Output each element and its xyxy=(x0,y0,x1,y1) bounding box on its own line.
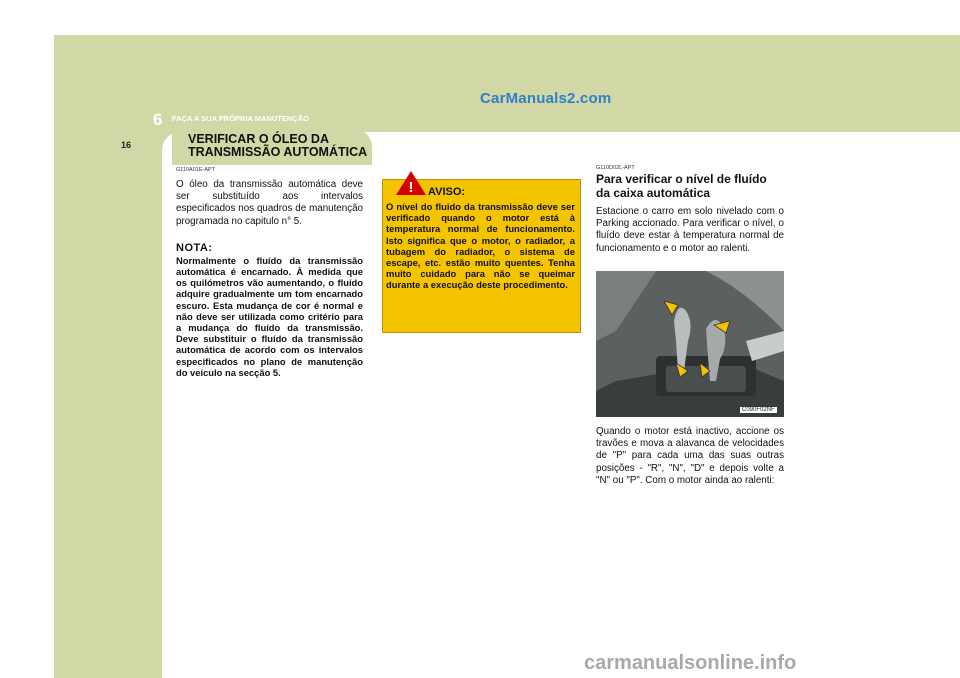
footer-watermark[interactable]: carmanualsonline.info xyxy=(584,652,797,674)
right-text-after-image: Quando o motor está inactivo, accione os travões e mova a alavanca de velocidades de "P" para cada uma das suas outras posições - "R", "N", "D" e depois volte a "N" ou "P". Com o motor ainda ao ralenti: xyxy=(596,426,784,486)
warning-symbol: ! xyxy=(408,179,414,196)
intro-paragraph: O óleo da transmissão automática deve ser substituído aos intervalos especificados nos quadros de manutenção programada no capitulo n° 5. xyxy=(176,179,363,227)
warning-title: AVISO: xyxy=(428,186,466,198)
warning-triangle-icon xyxy=(395,170,427,196)
page-number: 16 xyxy=(121,140,132,150)
section-title: VERIFICAR O ÓLEO DA TRANSMISSÃO AUTOMÁTICA xyxy=(188,132,368,159)
chapter-title: FAÇA A SUA PRÓPRIA MANUTENÇÃO xyxy=(172,114,309,123)
gear-shift-photo xyxy=(596,271,784,417)
right-section-title: Para verificar o nível de fluído da caixa automática xyxy=(596,172,767,200)
right-intro-paragraph: Estacione o carro em solo nivelado com o Parking accionado. Para verificar o nível, o fluído deve estar à temperatura normal de funcionamento e o motor ao ralenti. xyxy=(596,206,784,254)
gear-shift-illustration xyxy=(596,271,784,417)
note-text: Normalmente o fluído da transmissão automática é encarnado. À medida que os quilómetros vão aumentando, o fluído adquire gradualmente um tom encarnado escuro. Esta mudança de cor é normal e não deve ser utilizada como critério para a mudança do fluído da transmissão. Deve substituir o fluído da transmissão automática de acordo com os intervalos especificados no plano de manutenção do veículo na secção 5. xyxy=(176,254,363,378)
chapter-number: 6 xyxy=(153,110,163,129)
image-label: C090F02NF xyxy=(742,407,775,413)
right-column xyxy=(596,165,784,255)
warning-text: O nível do fluido da transmissão deve ser verificado quando o motor está à temperatura normal de funcionamento. Isto significa que o motor, o radiador, a tubagem do radiador, o sistema de escape, etc. estão muito quentes. Tenha muito cuidado para não se queimar durante a execução deste procedimento. xyxy=(386,201,575,291)
section-code: G110A01E-APT xyxy=(176,167,216,173)
note-heading: NOTA: xyxy=(176,241,213,254)
right-column-lower xyxy=(596,420,784,487)
site-watermark-link[interactable]: CarManuals2.com xyxy=(480,90,612,107)
section-code-right: G110D02L-APT xyxy=(596,165,635,171)
left-column xyxy=(176,167,363,378)
